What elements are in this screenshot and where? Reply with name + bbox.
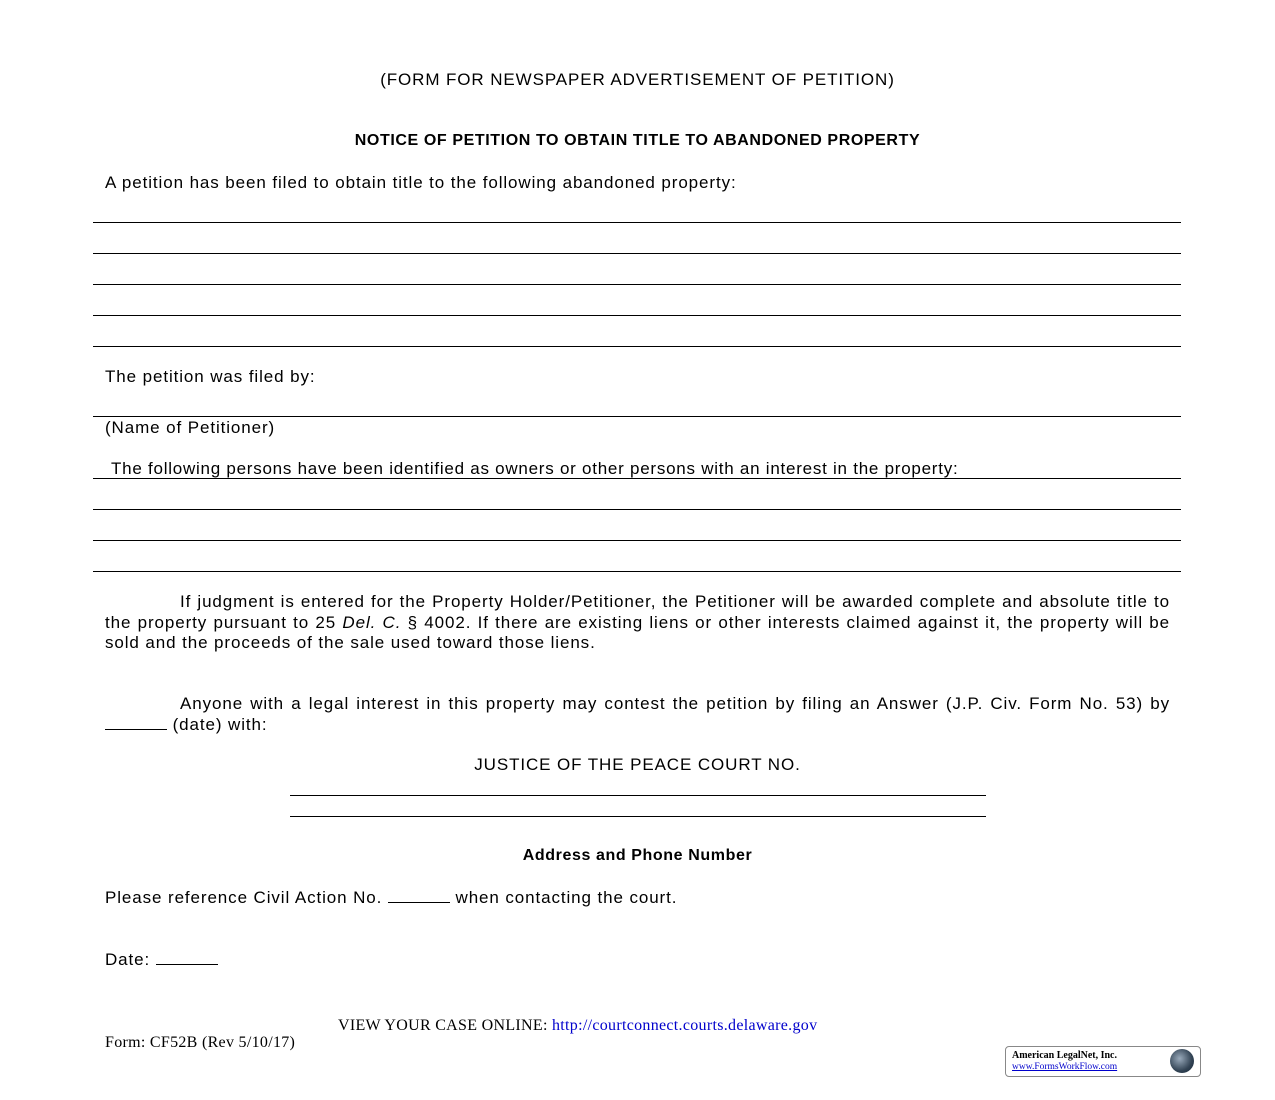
judgment-paragraph — [105, 592, 1170, 654]
reference-line — [105, 888, 677, 908]
date-line — [105, 950, 218, 970]
address-heading: Address and Phone Number — [522, 847, 753, 864]
logo-url: www.FormsWorkFlow.com — [1012, 1062, 1118, 1072]
owners-line — [93, 509, 1181, 510]
petitioner-caption: (Name of Petitioner) — [105, 418, 276, 437]
property-line — [93, 284, 1181, 285]
court-connect-link[interactable]: http://courtconnect.courts.delaware.gov — [552, 1017, 818, 1034]
owners-intro: The following persons have been identified as owners or other persons with an interest in the property: — [111, 459, 959, 478]
american-legalnet-logo[interactable] — [1005, 1046, 1201, 1077]
property-line — [93, 315, 1181, 316]
owners-line — [93, 571, 1181, 572]
date-label: Date: — [105, 950, 156, 969]
property-line — [93, 222, 1181, 223]
owners-line — [93, 478, 1181, 479]
form-note: (FORM FOR NEWSPAPER ADVERTISEMENT OF PETITION) — [380, 70, 895, 89]
date-blank — [156, 950, 218, 965]
answer-date-blank — [105, 715, 167, 730]
owners-line — [93, 540, 1181, 541]
contest-text: Anyone with a legal interest in this property may contest the petition by filing an Answer (J.P. Civ. Form No. 53) by — [180, 694, 1170, 713]
judgment-text-cont: § 4002. If there are existing liens or other interests claimed against it, the property will be sold and the proceeds of the sale used toward those liens. — [105, 612, 1170, 652]
property-line — [93, 253, 1181, 254]
document-title: NOTICE OF PETITION TO OBTAIN TITLE TO ABANDONED PROPERTY — [354, 132, 921, 149]
property-line — [93, 346, 1181, 347]
contest-text-cont: (date) with: — [167, 714, 268, 734]
statute-citation: Del. C. — [342, 612, 402, 632]
contest-paragraph — [105, 694, 1170, 735]
logo-company: American LegalNet, Inc. — [1012, 1050, 1117, 1061]
view-online — [338, 1017, 817, 1035]
property-intro: A petition has been filed to obtain title to the following abandoned property: — [105, 173, 737, 192]
reference-text: Please reference Civil Action No. — [105, 888, 388, 907]
reference-text-cont: when contacting the court. — [449, 888, 678, 907]
form-id: Form: CF52B (Rev 5/10/17) — [105, 1034, 296, 1051]
petitioner-line — [93, 416, 1181, 417]
court-line — [290, 795, 986, 796]
court-line — [290, 816, 986, 817]
globe-icon — [1170, 1049, 1194, 1073]
court-name: JUSTICE OF THE PEACE COURT NO. — [474, 755, 801, 774]
filed-by-label: The petition was filed by: — [105, 367, 316, 386]
judgment-text: If judgment is entered for the Property Holder/Petitioner, the Petitioner will be awarded complete and absolute title to the property pursuant to 25 — [105, 592, 1170, 632]
view-online-label: VIEW YOUR CASE ONLINE: — [338, 1017, 552, 1034]
civil-action-blank — [388, 888, 450, 903]
